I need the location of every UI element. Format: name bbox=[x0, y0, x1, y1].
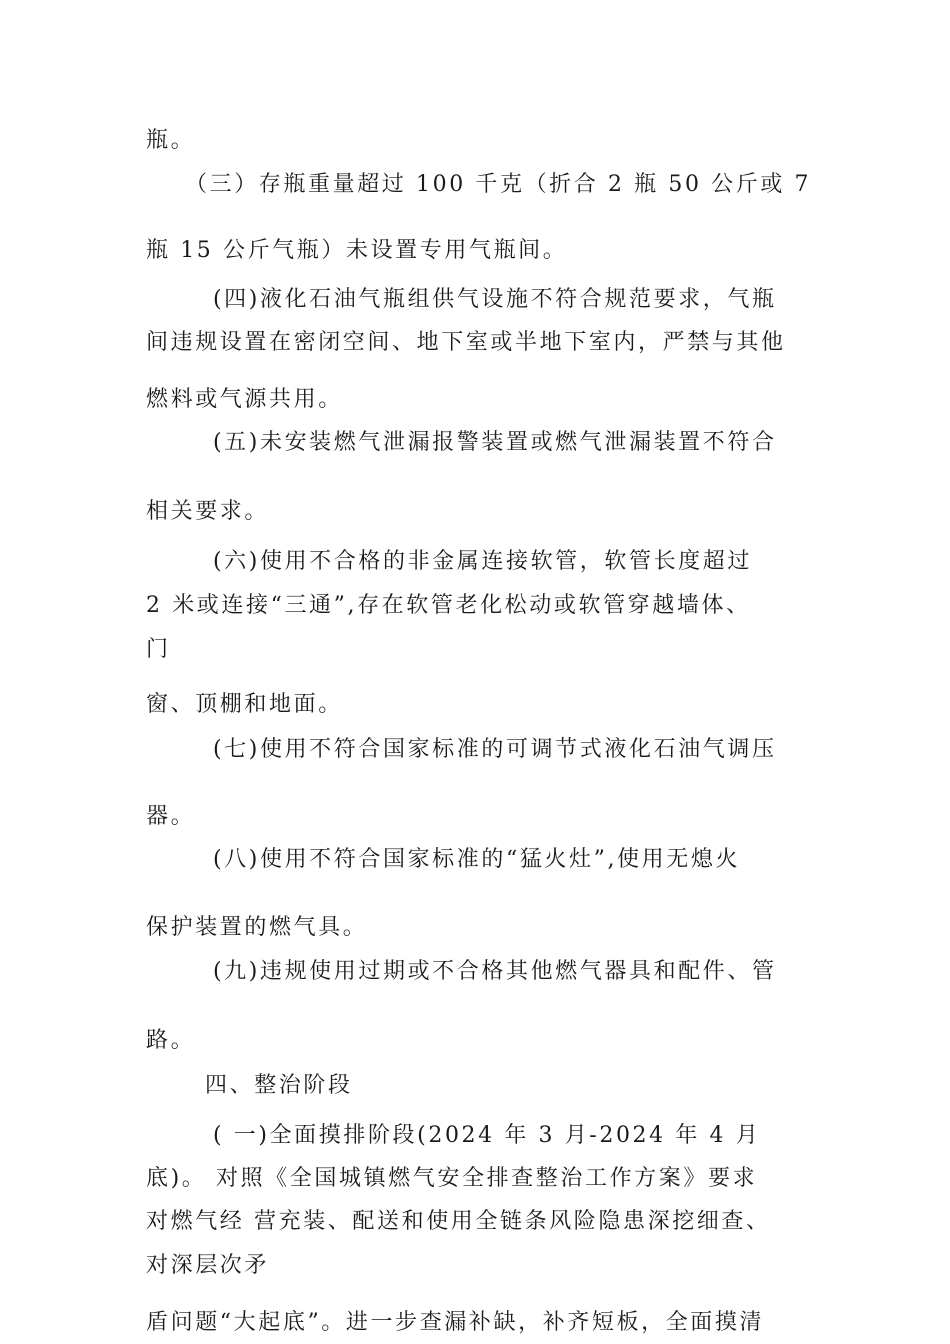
text-line: (九)违规使用过期或不合格其他燃气器具和配件、管 bbox=[213, 959, 777, 984]
text-line: (五)未安装燃气泄漏报警装置或燃气泄漏装置不符合 bbox=[213, 430, 777, 455]
text-line: ( 一)全面摸排阶段(2024 年 3 月-2024 年 4 月 bbox=[213, 1123, 761, 1148]
text-line: 瓶。 bbox=[146, 128, 196, 153]
text-line: 窗、顶棚和地面。 bbox=[146, 692, 343, 717]
text-line: 燃料或气源共用。 bbox=[146, 387, 343, 412]
text-line: 保护装置的燃气具。 bbox=[146, 915, 368, 940]
text-line: (七)使用不符合国家标准的可调节式液化石油气调压 bbox=[213, 737, 777, 762]
text-line: 对深层次矛 bbox=[146, 1253, 270, 1278]
text-line: 2 米或连接“三通”,存在软管老化松动或软管穿越墙体、 bbox=[146, 593, 751, 618]
text-line: 盾问题“大起底”。进一步查漏补缺，补齐短板，全面摸清 bbox=[146, 1310, 765, 1335]
section-heading: 四、整治阶段 bbox=[205, 1073, 353, 1098]
text-line: 间违规设置在密闭空间、地下室或半地下室内，严禁与其他 bbox=[146, 330, 786, 355]
text-line: (六)使用不合格的非金属连接软管，软管长度超过 bbox=[213, 549, 752, 574]
text-line: （三）存瓶重量超过 100 千克（折合 2 瓶 50 公斤或 7 bbox=[185, 172, 812, 197]
text-line: (四)液化石油气瓶组供气设施不符合规范要求，气瓶 bbox=[213, 287, 777, 312]
text-line: 门 bbox=[146, 637, 171, 662]
text-line: (八)使用不符合国家标准的“猛火灶”,使用无熄火 bbox=[213, 847, 741, 872]
text-line: 对燃气经 营充装、配送和使用全链条风险隐患深挖细查、 bbox=[146, 1209, 771, 1234]
text-line: 底)。 对照《全国城镇燃气安全排查整治工作方案》要求 bbox=[146, 1166, 758, 1191]
text-line: 路。 bbox=[146, 1028, 196, 1053]
text-line: 器。 bbox=[146, 804, 196, 829]
text-line: 相关要求。 bbox=[146, 499, 270, 524]
text-line: 瓶 15 公斤气瓶）未设置专用气瓶间。 bbox=[146, 238, 568, 263]
